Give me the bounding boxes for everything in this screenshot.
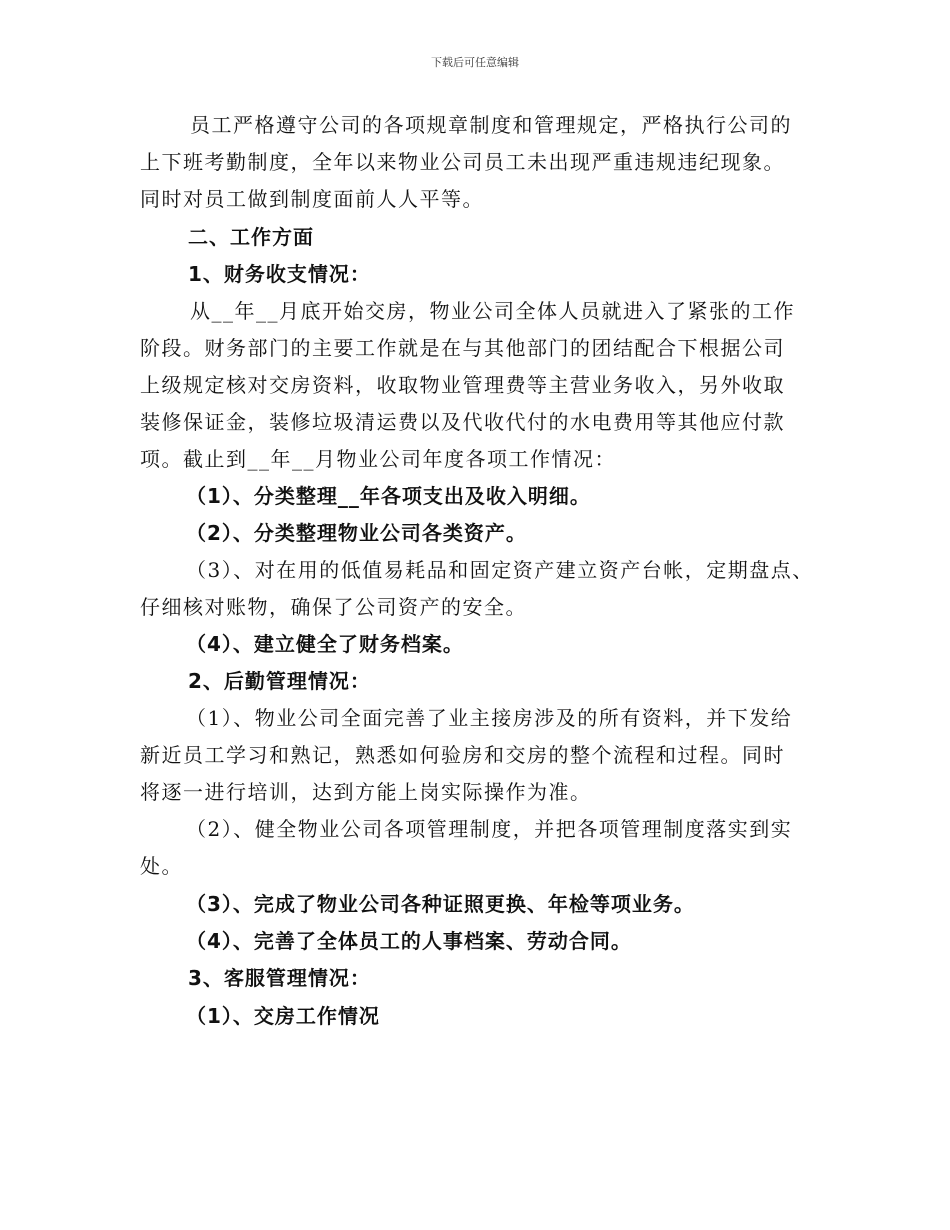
list-item-bold: （1）、交房工作情况 xyxy=(186,1004,380,1028)
page-header: 下载后可任意编辑 xyxy=(431,56,519,69)
paragraph-line: 上下班考勤制度，全年以来物业公司员工未出现严重违规违纪现象。 xyxy=(140,150,785,174)
paragraph-line: 装修保证金，装修垃圾清运费以及代收代付的水电费用等其他应付款 xyxy=(140,410,785,434)
paragraph-line: 同时对员工做到制度面前人人平等。 xyxy=(140,187,484,211)
list-item-bold: （2）、分类整理物业公司各类资产。 xyxy=(186,521,527,545)
paragraph-line: 项。截止到__年__月物业公司年度各项工作情况： xyxy=(140,447,616,471)
paragraph-line: 阶段。财务部门的主要工作就是在与其他部门的团结配合下根据公司 xyxy=(140,336,785,360)
list-item: （3）、对在用的低值易耗品和固定资产建立资产台帐，定期盘点、 xyxy=(186,558,814,582)
paragraph-line: 仔细核对账物，确保了公司资产的安全。 xyxy=(140,595,527,619)
subsection-heading: 1、财务收支情况： xyxy=(188,262,371,286)
list-item-bold: （4）、完善了全体员工的人事档案、劳动合同。 xyxy=(186,929,632,953)
paragraph-line: 将逐一进行培训，达到方能上岗实际操作为准。 xyxy=(140,780,592,804)
paragraph-line: 处。 xyxy=(140,854,183,878)
list-item: （2）、健全物业公司各项管理制度，并把各项管理制度落实到实 xyxy=(186,817,793,841)
paragraph-line: 从__年__月底开始交房，物业公司全体人员就进入了紧张的工作 xyxy=(190,299,795,323)
paragraph-line: 员工严格遵守公司的各项规章制度和管理规定，严格执行公司的 xyxy=(190,113,792,137)
list-item-bold: （1）、分类整理__年各项支出及收入明细。 xyxy=(186,484,591,508)
list-item-bold: （3）、完成了物业公司各种证照更换、年检等项业务。 xyxy=(186,892,695,916)
list-item: （1）、物业公司全面完善了业主接房涉及的所有资料，并下发给 xyxy=(186,706,793,730)
paragraph-line: 新近员工学习和熟记，熟悉如何验房和交房的整个流程和过程。同时 xyxy=(140,743,785,767)
paragraph-line: 上级规定核对交房资料，收取物业管理费等主营业务收入，另外收取 xyxy=(140,373,785,397)
list-item-bold: （4）、建立健全了财务档案。 xyxy=(186,632,464,656)
subsection-heading: 3、客服管理情况： xyxy=(188,966,371,990)
subsection-heading: 2、后勤管理情况： xyxy=(188,669,371,693)
section-heading: 二、工作方面 xyxy=(188,225,314,249)
